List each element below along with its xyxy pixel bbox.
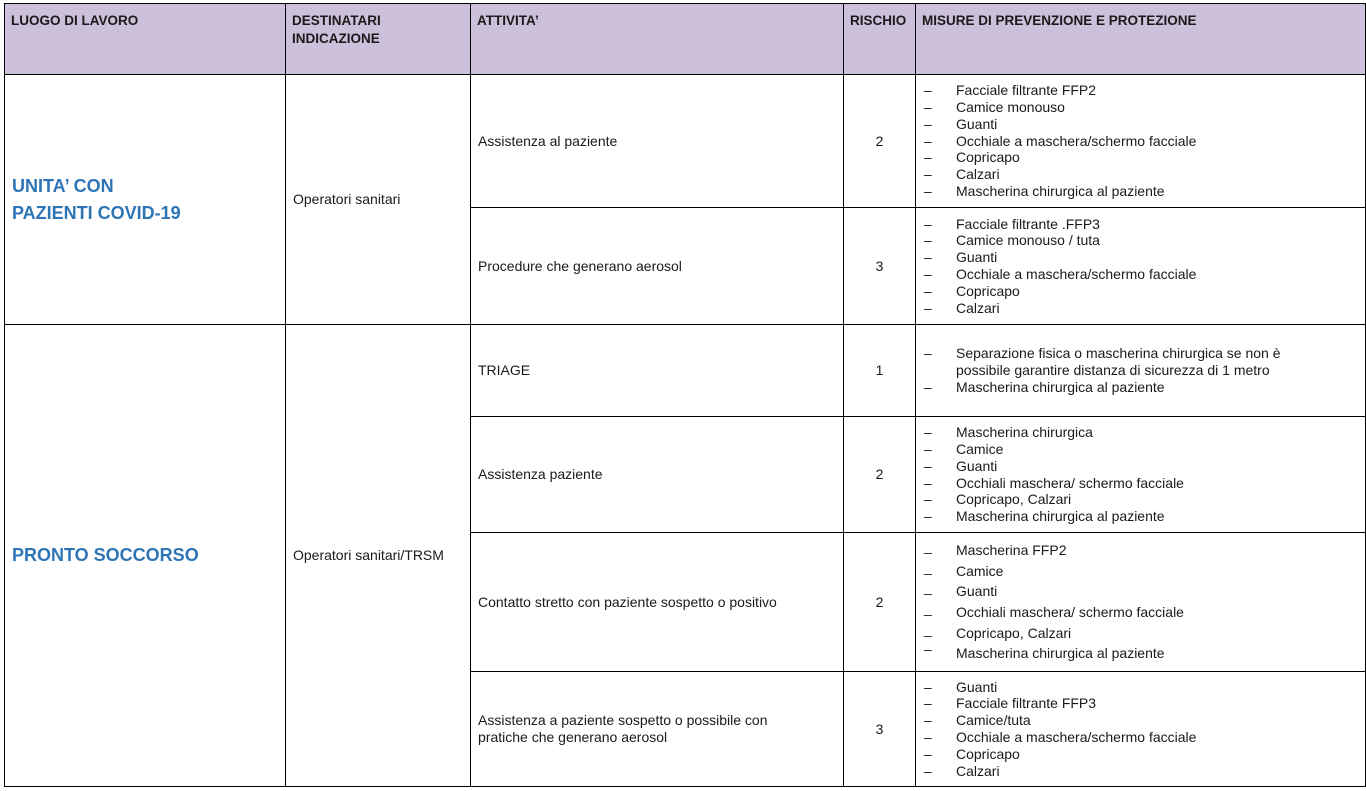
misure-item: – Copricapo, Calzari (924, 491, 1072, 508)
misure-item: – Mascherina chirurgica al paziente (924, 182, 1165, 199)
misure-item: – Camice/tuta (924, 712, 1031, 729)
misure-item: – Occhiale a maschera/schermo facciale (924, 729, 1197, 745)
destinatari-cell: Operatori sanitari (286, 75, 471, 325)
misure-list (923, 82, 1358, 200)
attivita-cell: TRIAGE (471, 325, 844, 417)
dash-bullet: – (924, 712, 932, 729)
attivita-cell: Procedure che generano aerosol (471, 208, 844, 325)
luogo-label: UNITA’ CON (12, 175, 114, 196)
dash-bullet: – (924, 132, 932, 149)
luogo-cell (5, 325, 286, 787)
dash-bullet: – (924, 378, 932, 395)
dash-bullet: – (924, 695, 932, 712)
rischio-cell: 2 (844, 533, 916, 672)
misure-item: – Separazione fisica o mascherina chirurgica se non è possibile garantire distanza di sicurezza di 1 metro (924, 345, 1281, 379)
dash-bullet: – (924, 115, 932, 132)
dash-bullet: _ (924, 579, 932, 596)
destinatari-cell: Operatori sanitari/TRSM (286, 325, 471, 787)
misure-item: _ Copricapo, Calzari (924, 620, 1072, 641)
misure-item: – Copricapo (924, 282, 1020, 299)
misure-cell (916, 533, 1366, 672)
misure-item: _ Guanti (924, 579, 998, 600)
dash-bullet: – (924, 745, 932, 762)
misure-item: – Copricapo (924, 149, 1020, 166)
header-luogo: LUOGO DI LAVORO (5, 4, 286, 75)
misure-item: – Calzari (924, 762, 1000, 779)
dash-bullet: – (924, 232, 932, 249)
misure-item: _ Camice (924, 558, 1004, 579)
misure-cell (916, 208, 1366, 325)
dash-bullet: – (924, 266, 932, 282)
misure-cell (916, 417, 1366, 533)
misure-item: – Occhiale a maschera/schermo facciale (924, 132, 1197, 149)
misure-item: – Guanti (924, 457, 998, 474)
header-destinatari (286, 4, 471, 75)
misure-item: – Calzari (924, 166, 1000, 183)
table-row (5, 325, 1366, 417)
dash-bullet: – (924, 508, 932, 525)
attivita-cell: Contatto stretto con paziente sospetto o positivo (471, 533, 844, 672)
misure-item: – Guanti (924, 115, 998, 132)
misure-list (923, 216, 1358, 317)
dash-bullet: – (924, 99, 932, 115)
misure-item: – Guanti (924, 678, 998, 695)
misure-item: – Facciale filtrante FFP3 (924, 695, 1097, 712)
misure-list (923, 679, 1358, 780)
rischio-cell: 1 (844, 325, 916, 417)
dash-bullet: – (924, 166, 932, 183)
dash-bullet: – (924, 641, 932, 658)
dash-bullet: – (924, 215, 932, 232)
dash-bullet: – (924, 474, 932, 491)
dash-bullet: – (924, 82, 932, 99)
luogo-label: PAZIENTI COVID-19 (12, 202, 181, 223)
dash-bullet: – (924, 678, 932, 695)
dash-bullet: – (924, 762, 932, 779)
misure-item: – Camice monouso (924, 99, 1065, 115)
dash-bullet: – (924, 345, 932, 362)
misure-item: – Occhiali maschera/ schermo facciale (924, 474, 1184, 491)
header-destinatari-line2: INDICAZIONE (292, 31, 380, 46)
header-row (5, 4, 1366, 75)
misure-item: – Facciale filtrante .FFP3 (924, 215, 1100, 232)
attivita-cell: Assistenza al paziente (471, 75, 844, 208)
rischio-cell: 2 (844, 75, 916, 208)
rischio-cell: 2 (844, 417, 916, 533)
attivita-cell: Assistenza a paziente sospetto o possibile con pratiche che generano aerosol (471, 672, 844, 787)
misure-item: – Calzari (924, 299, 1000, 316)
misure-cell (916, 672, 1366, 787)
dash-bullet: _ (924, 538, 932, 555)
misure-item: _ Mascherina FFP2 (924, 538, 1067, 559)
dash-bullet: – (924, 424, 932, 441)
header-rischio: RISCHIO (844, 4, 916, 75)
table-row (5, 75, 1366, 208)
dash-bullet: _ (924, 558, 932, 575)
misure-item: – Camice (924, 440, 1004, 457)
misure-list (923, 345, 1358, 395)
misure-item: – Occhiale a maschera/schermo facciale (924, 266, 1197, 282)
misure-item: – Copricapo (924, 745, 1020, 762)
dpi-table (4, 3, 1366, 787)
misure-item: – Guanti (924, 249, 998, 266)
header-attivita: ATTIVITA’ (471, 4, 844, 75)
dash-bullet: _ (924, 620, 932, 637)
misure-cell (916, 75, 1366, 208)
rischio-cell: 3 (844, 208, 916, 325)
misure-item: – Mascherina chirurgica al paziente (924, 508, 1165, 525)
dash-bullet: – (924, 491, 932, 508)
dash-bullet: – (924, 249, 932, 266)
misure-item: – Mascherina chirurgica al paziente (924, 641, 1165, 662)
dash-bullet: – (924, 457, 932, 474)
header-misure: MISURE DI PREVENZIONE E PROTEZIONE (916, 4, 1366, 75)
luogo-cell (5, 75, 286, 325)
misure-item: – Camice monouso / tuta (924, 232, 1100, 249)
dash-bullet: – (924, 299, 932, 316)
dash-bullet: – (924, 440, 932, 457)
dash-bullet: – (924, 729, 932, 745)
header-destinatari-line1: DESTINATARI (292, 13, 381, 28)
rischio-cell: 3 (844, 672, 916, 787)
attivita-cell: Assistenza paziente (471, 417, 844, 533)
dash-bullet: – (924, 282, 932, 299)
luogo-label: PRONTO SOCCORSO (12, 545, 199, 565)
misure-list (923, 540, 1358, 664)
misure-list (923, 424, 1358, 525)
dash-bullet: – (924, 182, 932, 199)
dash-bullet: _ (924, 600, 932, 616)
misure-item: – Mascherina chirurgica al paziente (924, 378, 1165, 395)
dash-bullet: – (924, 149, 932, 166)
misure-item: – Facciale filtrante FFP2 (924, 82, 1097, 99)
misure-item: – Mascherina chirurgica (924, 424, 1093, 441)
misure-cell (916, 325, 1366, 417)
misure-item: _ Occhiali maschera/ schermo facciale (924, 600, 1184, 620)
